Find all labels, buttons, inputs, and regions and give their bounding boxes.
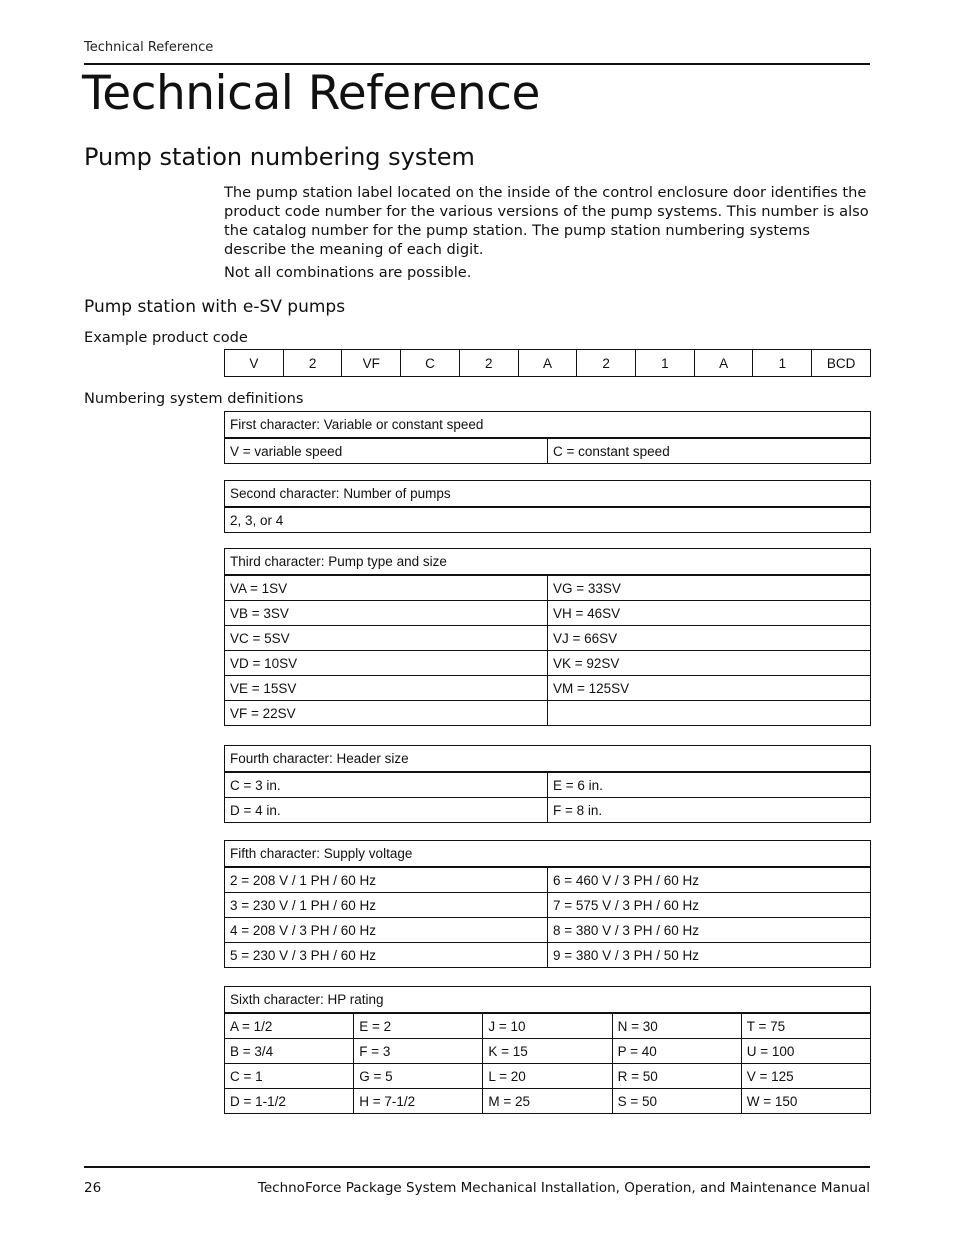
table-cell: 3 = 230 V / 1 PH / 60 Hz <box>225 893 548 918</box>
example-code-row <box>225 350 871 377</box>
table-cell: 9 = 380 V / 3 PH / 50 Hz <box>548 943 871 968</box>
table-row <box>225 772 871 798</box>
page-title: Technical Reference <box>82 66 540 121</box>
table-row <box>225 1064 871 1089</box>
table-row <box>225 1013 871 1039</box>
table-cell: 4 = 208 V / 3 PH / 60 Hz <box>225 918 548 943</box>
code-char-11: BCD <box>812 350 871 377</box>
table-header: First character: Variable or constant speed <box>225 412 871 439</box>
table-cell: VD = 10SV <box>225 651 548 676</box>
code-char-7: 2 <box>577 350 636 377</box>
table-cell: VH = 46SV <box>548 601 871 626</box>
table-cell: G = 5 <box>354 1064 483 1089</box>
table-row <box>225 867 871 893</box>
table-cell: T = 75 <box>741 1013 870 1039</box>
code-char-5: 2 <box>459 350 518 377</box>
page-number: 26 <box>84 1180 102 1196</box>
table-cell: 5 = 230 V / 3 PH / 60 Hz <box>225 943 548 968</box>
third-character-table <box>224 548 871 726</box>
table-cell: F = 3 <box>354 1039 483 1064</box>
table-cell: VF = 22SV <box>225 701 548 726</box>
table-cell: K = 15 <box>483 1039 612 1064</box>
table-cell: U = 100 <box>741 1039 870 1064</box>
table-cell: 2, 3, or 4 <box>225 507 871 533</box>
table-cell-empty <box>548 701 871 726</box>
code-char-3: VF <box>342 350 401 377</box>
table-cell: V = 125 <box>741 1064 870 1089</box>
table-cell: C = 3 in. <box>225 772 548 798</box>
table-row <box>225 507 871 533</box>
table-header: Fifth character: Supply voltage <box>225 841 871 868</box>
table-cell: VE = 15SV <box>225 676 548 701</box>
table-cell: H = 7-1/2 <box>354 1089 483 1114</box>
table-cell: M = 25 <box>483 1089 612 1114</box>
footer-manual-title: TechnoForce Package System Mechanical Installation, Operation, and Maintenance Manual <box>257 1180 870 1196</box>
first-character-table <box>224 411 871 464</box>
table-header: Fourth character: Header size <box>225 746 871 773</box>
fifth-character-table <box>224 840 871 968</box>
second-character-table <box>224 480 871 533</box>
table-cell: J = 10 <box>483 1013 612 1039</box>
header-rule <box>84 63 870 65</box>
table-row <box>225 626 871 651</box>
table-cell: E = 6 in. <box>548 772 871 798</box>
table-cell: V = variable speed <box>225 438 548 464</box>
table-cell: S = 50 <box>612 1089 741 1114</box>
table-header: Sixth character: HP rating <box>225 987 871 1014</box>
table-row <box>225 601 871 626</box>
table-cell: VA = 1SV <box>225 575 548 601</box>
running-header: Technical Reference <box>84 40 214 55</box>
code-char-4: C <box>401 350 460 377</box>
table-row <box>225 701 871 726</box>
table-row <box>225 1039 871 1064</box>
table-cell: VC = 5SV <box>225 626 548 651</box>
section-title: Pump station numbering system <box>84 143 475 171</box>
table-cell: P = 40 <box>612 1039 741 1064</box>
intro-note: Not all combinations are possible. <box>224 264 472 281</box>
intro-paragraph: The pump station label located on the inside of the control enclosure door identifies the product code number for the various versions of the pump systems. This number is also the catalog number for the pump station. The pump station numbering systems describe the meaning of each digit. <box>224 184 869 258</box>
footer-rule <box>84 1166 870 1168</box>
fourth-character-table <box>224 745 871 823</box>
intro-text <box>224 183 870 286</box>
table-cell: 6 = 460 V / 3 PH / 60 Hz <box>548 867 871 893</box>
table-cell: E = 2 <box>354 1013 483 1039</box>
table-cell: D = 4 in. <box>225 798 548 823</box>
table-cell: C = 1 <box>225 1064 354 1089</box>
definitions-label: Numbering system definitions <box>84 390 304 407</box>
table-row <box>225 651 871 676</box>
sixth-character-table <box>224 986 871 1114</box>
table-cell: VG = 33SV <box>548 575 871 601</box>
table-cell: N = 30 <box>612 1013 741 1039</box>
table-cell: VB = 3SV <box>225 601 548 626</box>
table-cell: VK = 92SV <box>548 651 871 676</box>
table-cell: L = 20 <box>483 1064 612 1089</box>
table-cell: 7 = 575 V / 3 PH / 60 Hz <box>548 893 871 918</box>
table-header: Second character: Number of pumps <box>225 481 871 508</box>
table-row <box>225 1089 871 1114</box>
table-cell: VJ = 66SV <box>548 626 871 651</box>
table-row <box>225 438 871 464</box>
table-row <box>225 798 871 823</box>
code-char-8: 1 <box>636 350 695 377</box>
table-cell: C = constant speed <box>548 438 871 464</box>
code-char-1: V <box>225 350 284 377</box>
table-row <box>225 893 871 918</box>
example-code-label: Example product code <box>84 329 248 346</box>
code-char-2: 2 <box>283 350 342 377</box>
table-cell: 8 = 380 V / 3 PH / 60 Hz <box>548 918 871 943</box>
table-cell: W = 150 <box>741 1089 870 1114</box>
table-cell: B = 3/4 <box>225 1039 354 1064</box>
code-char-6: A <box>518 350 577 377</box>
table-row <box>225 575 871 601</box>
code-char-10: 1 <box>753 350 812 377</box>
example-code-table <box>224 349 871 377</box>
table-cell: A = 1/2 <box>225 1013 354 1039</box>
table-cell: R = 50 <box>612 1064 741 1089</box>
table-row <box>225 943 871 968</box>
table-cell: F = 8 in. <box>548 798 871 823</box>
table-cell: 2 = 208 V / 1 PH / 60 Hz <box>225 867 548 893</box>
subsection-title: Pump station with e-SV pumps <box>84 297 346 317</box>
table-row <box>225 918 871 943</box>
code-char-9: A <box>694 350 753 377</box>
table-header: Third character: Pump type and size <box>225 549 871 576</box>
table-cell: VM = 125SV <box>548 676 871 701</box>
table-cell: D = 1-1/2 <box>225 1089 354 1114</box>
table-row <box>225 676 871 701</box>
